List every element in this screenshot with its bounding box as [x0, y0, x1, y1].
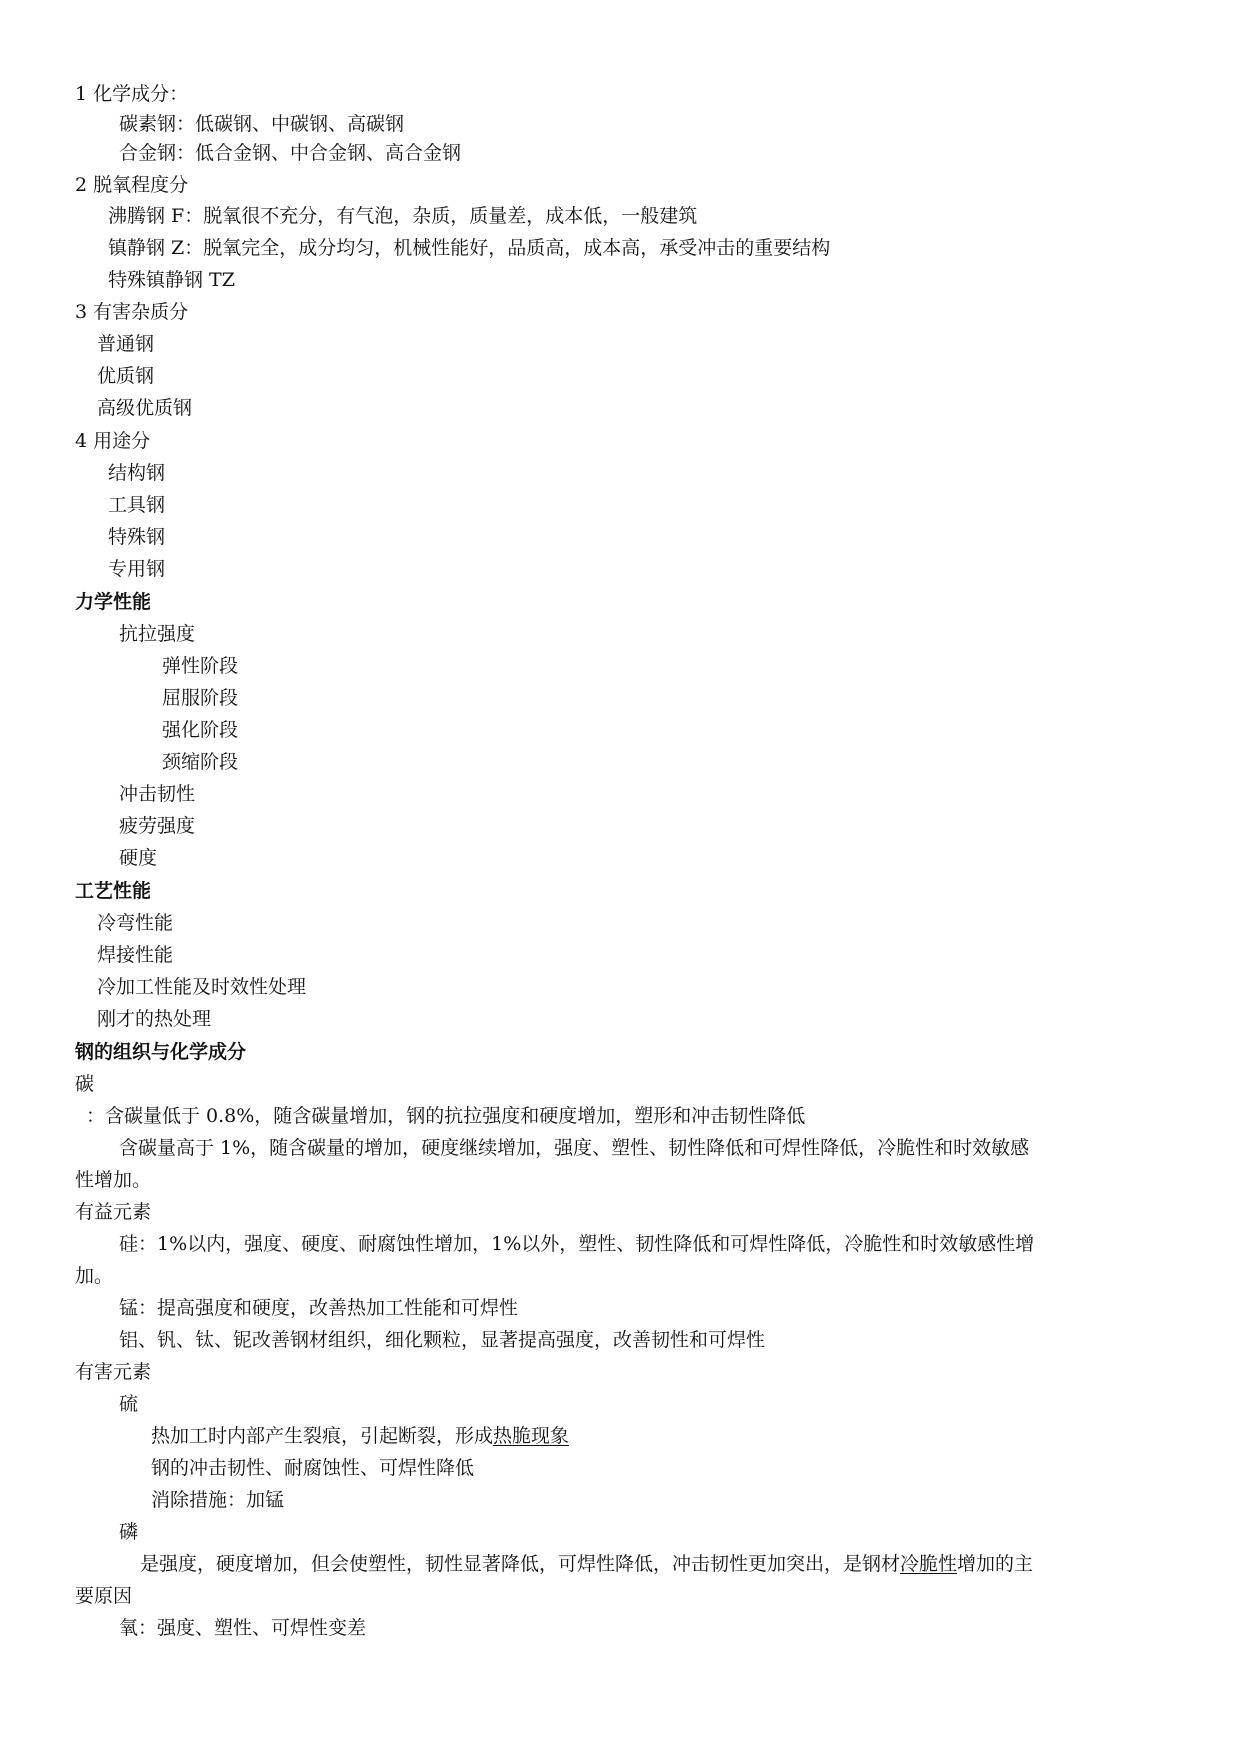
hardness-line: 硬度	[119, 847, 158, 869]
impurities-title: 3 有害杂质分	[75, 301, 189, 323]
cold-brittleness-term: 冷脆性	[900, 1553, 958, 1575]
killed-steel-line: 镇静钢 Z：脱氧完全，成分均匀，机械性能好，品质高，成本高，承受冲击的重要结构	[108, 237, 831, 259]
oxygen-line: 氧：强度、塑性、可焊性变差	[119, 1617, 367, 1639]
structure-heading: 钢的组织与化学成分	[75, 1041, 247, 1063]
impurities-item: 优质钢	[97, 365, 155, 387]
sulfur-effect-line	[151, 1425, 569, 1447]
phosphorus-label: 磷	[119, 1521, 139, 1543]
silicon-line: 硅：1%以内，强度、硬度、耐腐蚀性增加，1%以外，塑性、韧性降低和可焊性降低，冷脆性和时效敏感性增	[119, 1233, 1035, 1255]
silicon-continuation: 加。	[75, 1265, 114, 1287]
beneficial-elements-title: 有益元素	[75, 1201, 152, 1223]
tensile-stage: 强化阶段	[162, 719, 239, 741]
impact-toughness-line: 冲击韧性	[119, 783, 196, 805]
sulfur-remedy-line: 消除措施：加锰	[151, 1489, 285, 1511]
usage-item: 专用钢	[108, 558, 166, 580]
carbon-steel-line: 碳素钢：低碳钢、中碳钢、高碳钢	[119, 113, 405, 135]
process-item: 刚才的热处理	[97, 1008, 212, 1030]
carbon-high-line: 含碳量高于 1%，随含碳量的增加，硬度继续增加，强度、塑性、韧性降低和可焊性降低，冷脆性和时效敏感	[119, 1137, 1030, 1159]
mechanical-heading: 力学性能	[75, 591, 152, 613]
harmful-elements-title: 有害元素	[75, 1361, 152, 1383]
phosphorus-effect-text: 是强度，硬度增加，但会使塑性，韧性显著降低，可焊性降低，冲击韧性更加突出，是钢材	[140, 1553, 901, 1575]
sulfur-effect-text: 热加工时内部产生裂痕，引起断裂，形成	[151, 1425, 494, 1447]
impurities-item: 普通钢	[97, 333, 155, 355]
impurities-item: 高级优质钢	[97, 397, 193, 419]
process-item: 焊接性能	[97, 944, 174, 966]
rimmed-steel-line: 沸腾钢 F：脱氧很不充分，有气泡，杂质，质量差，成本低，一般建筑	[108, 205, 698, 227]
process-item: 冷弯性能	[97, 912, 174, 934]
phosphorus-effect-tail: 增加的主	[957, 1553, 1034, 1575]
carbon-low-line: ：含碳量低于 0.8%，随含碳量增加，钢的抗拉强度和硬度增加，塑形和冲击韧性降低	[86, 1105, 806, 1127]
deoxidation-title: 2 脱氧程度分	[75, 174, 189, 196]
usage-item: 工具钢	[108, 494, 166, 516]
usage-item: 特殊钢	[108, 526, 166, 548]
manganese-line: 锰：提高强度和硬度，改善热加工性能和可焊性	[119, 1297, 519, 1319]
hot-brittleness-term: 热脆现象	[493, 1425, 570, 1447]
alloy-steel-line: 合金钢：低合金钢、中合金钢、高合金钢	[119, 142, 462, 164]
fatigue-strength-line: 疲劳强度	[119, 815, 196, 837]
sulfur-label: 硫	[119, 1393, 139, 1415]
tensile-strength-line: 抗拉强度	[119, 623, 196, 645]
other-elements-line: 铝、钒、钛、铌改善钢材组织，细化颗粒，显著提高强度，改善韧性和可焊性	[119, 1329, 766, 1351]
usage-item: 结构钢	[108, 462, 166, 484]
phosphorus-effect-line	[140, 1553, 1033, 1575]
carbon-label: 碳	[75, 1073, 95, 1095]
usage-title: 4 用途分	[75, 430, 151, 452]
tensile-stage: 颈缩阶段	[162, 751, 239, 773]
composition-title: 1 化学成分：	[75, 83, 189, 105]
process-item: 冷加工性能及时效性处理	[97, 976, 307, 998]
special-killed-steel-line: 特殊镇静钢 TZ	[108, 269, 235, 291]
carbon-high-continuation: 性增加。	[75, 1169, 152, 1191]
tensile-stage: 屈服阶段	[162, 687, 239, 709]
process-heading: 工艺性能	[75, 880, 152, 902]
phosphorus-continuation: 要原因	[75, 1585, 133, 1607]
sulfur-effect-line-2: 钢的冲击韧性、耐腐蚀性、可焊性降低	[151, 1457, 475, 1479]
tensile-stage: 弹性阶段	[162, 655, 239, 677]
